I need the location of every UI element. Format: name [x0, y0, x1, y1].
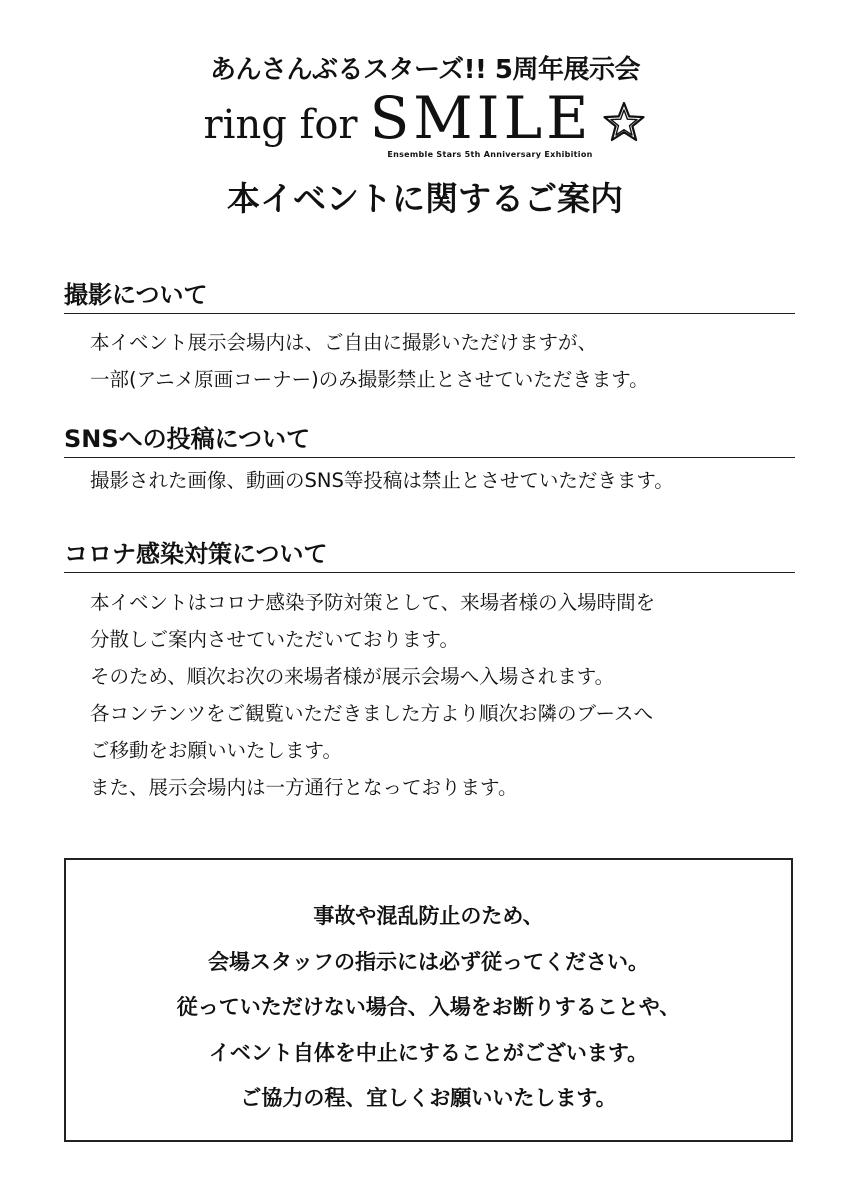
section-line: 本イベントはコロナ感染予防対策として、来場者様の入場時間を — [90, 591, 656, 614]
section-line: また、展示会場内は一方通行となっております。 — [90, 776, 518, 799]
section-line: 一部(アニメ原画コーナー)のみ撮影禁止とさせていただきます。 — [90, 368, 649, 391]
logo-wordmark — [203, 84, 593, 152]
section-body — [64, 584, 795, 806]
section-line: 本イベント展示会場内は、ご自由に撮影いただけますが、 — [90, 331, 598, 354]
section-divider — [64, 457, 795, 458]
logo-subtitle: Ensemble Stars 5th Anniversary Exhibition — [387, 150, 593, 159]
section-line: ご移動をお願いいたします。 — [90, 739, 342, 762]
section-covid — [64, 536, 795, 806]
notice-line: 会場スタッフの指示には必ず従ってください。 — [208, 949, 649, 974]
section-body — [64, 324, 795, 398]
section-divider — [64, 313, 795, 314]
notice-box — [64, 858, 793, 1142]
header — [0, 50, 850, 224]
section-body — [64, 462, 795, 499]
page-title: 本イベントに関するご案内 — [227, 179, 623, 218]
section-line: 各コンテンツをご観覧いただきました方より順次お隣のブースへ — [90, 702, 653, 725]
notice-line: 事故や混乱防止のため、 — [313, 904, 544, 928]
event-title: あんさんぶるスターズ!! 5周年展示会 — [209, 55, 641, 85]
logo-smile-text: SMILE — [369, 84, 593, 152]
section-line: 分散しご案内させていただいております。 — [90, 628, 459, 651]
section-line: 撮影された画像、動画のSNS等投稿は禁止とさせていただきます。 — [90, 469, 674, 492]
logo — [0, 84, 850, 152]
notice-line: イベント自体を中止にすることがございます。 — [208, 1040, 649, 1065]
section-line: そのため、順次お次の来場者様が展示会場へ入場されます。 — [90, 665, 615, 688]
notice-line: ご協力の程、宜しくお願いいたします。 — [240, 1086, 617, 1110]
section-heading: コロナ感染対策について — [64, 540, 328, 568]
section-heading: SNSへの投稿について — [64, 425, 311, 453]
section-sns — [64, 421, 795, 499]
section-divider — [64, 572, 795, 573]
section-photography — [64, 277, 795, 398]
star-outline-icon — [602, 100, 646, 144]
section-heading: 撮影について — [64, 281, 208, 309]
logo-ring-text: ring for — [203, 102, 358, 148]
notice-line: 従っていただけない場合、入場をお断りすることや、 — [176, 995, 681, 1019]
